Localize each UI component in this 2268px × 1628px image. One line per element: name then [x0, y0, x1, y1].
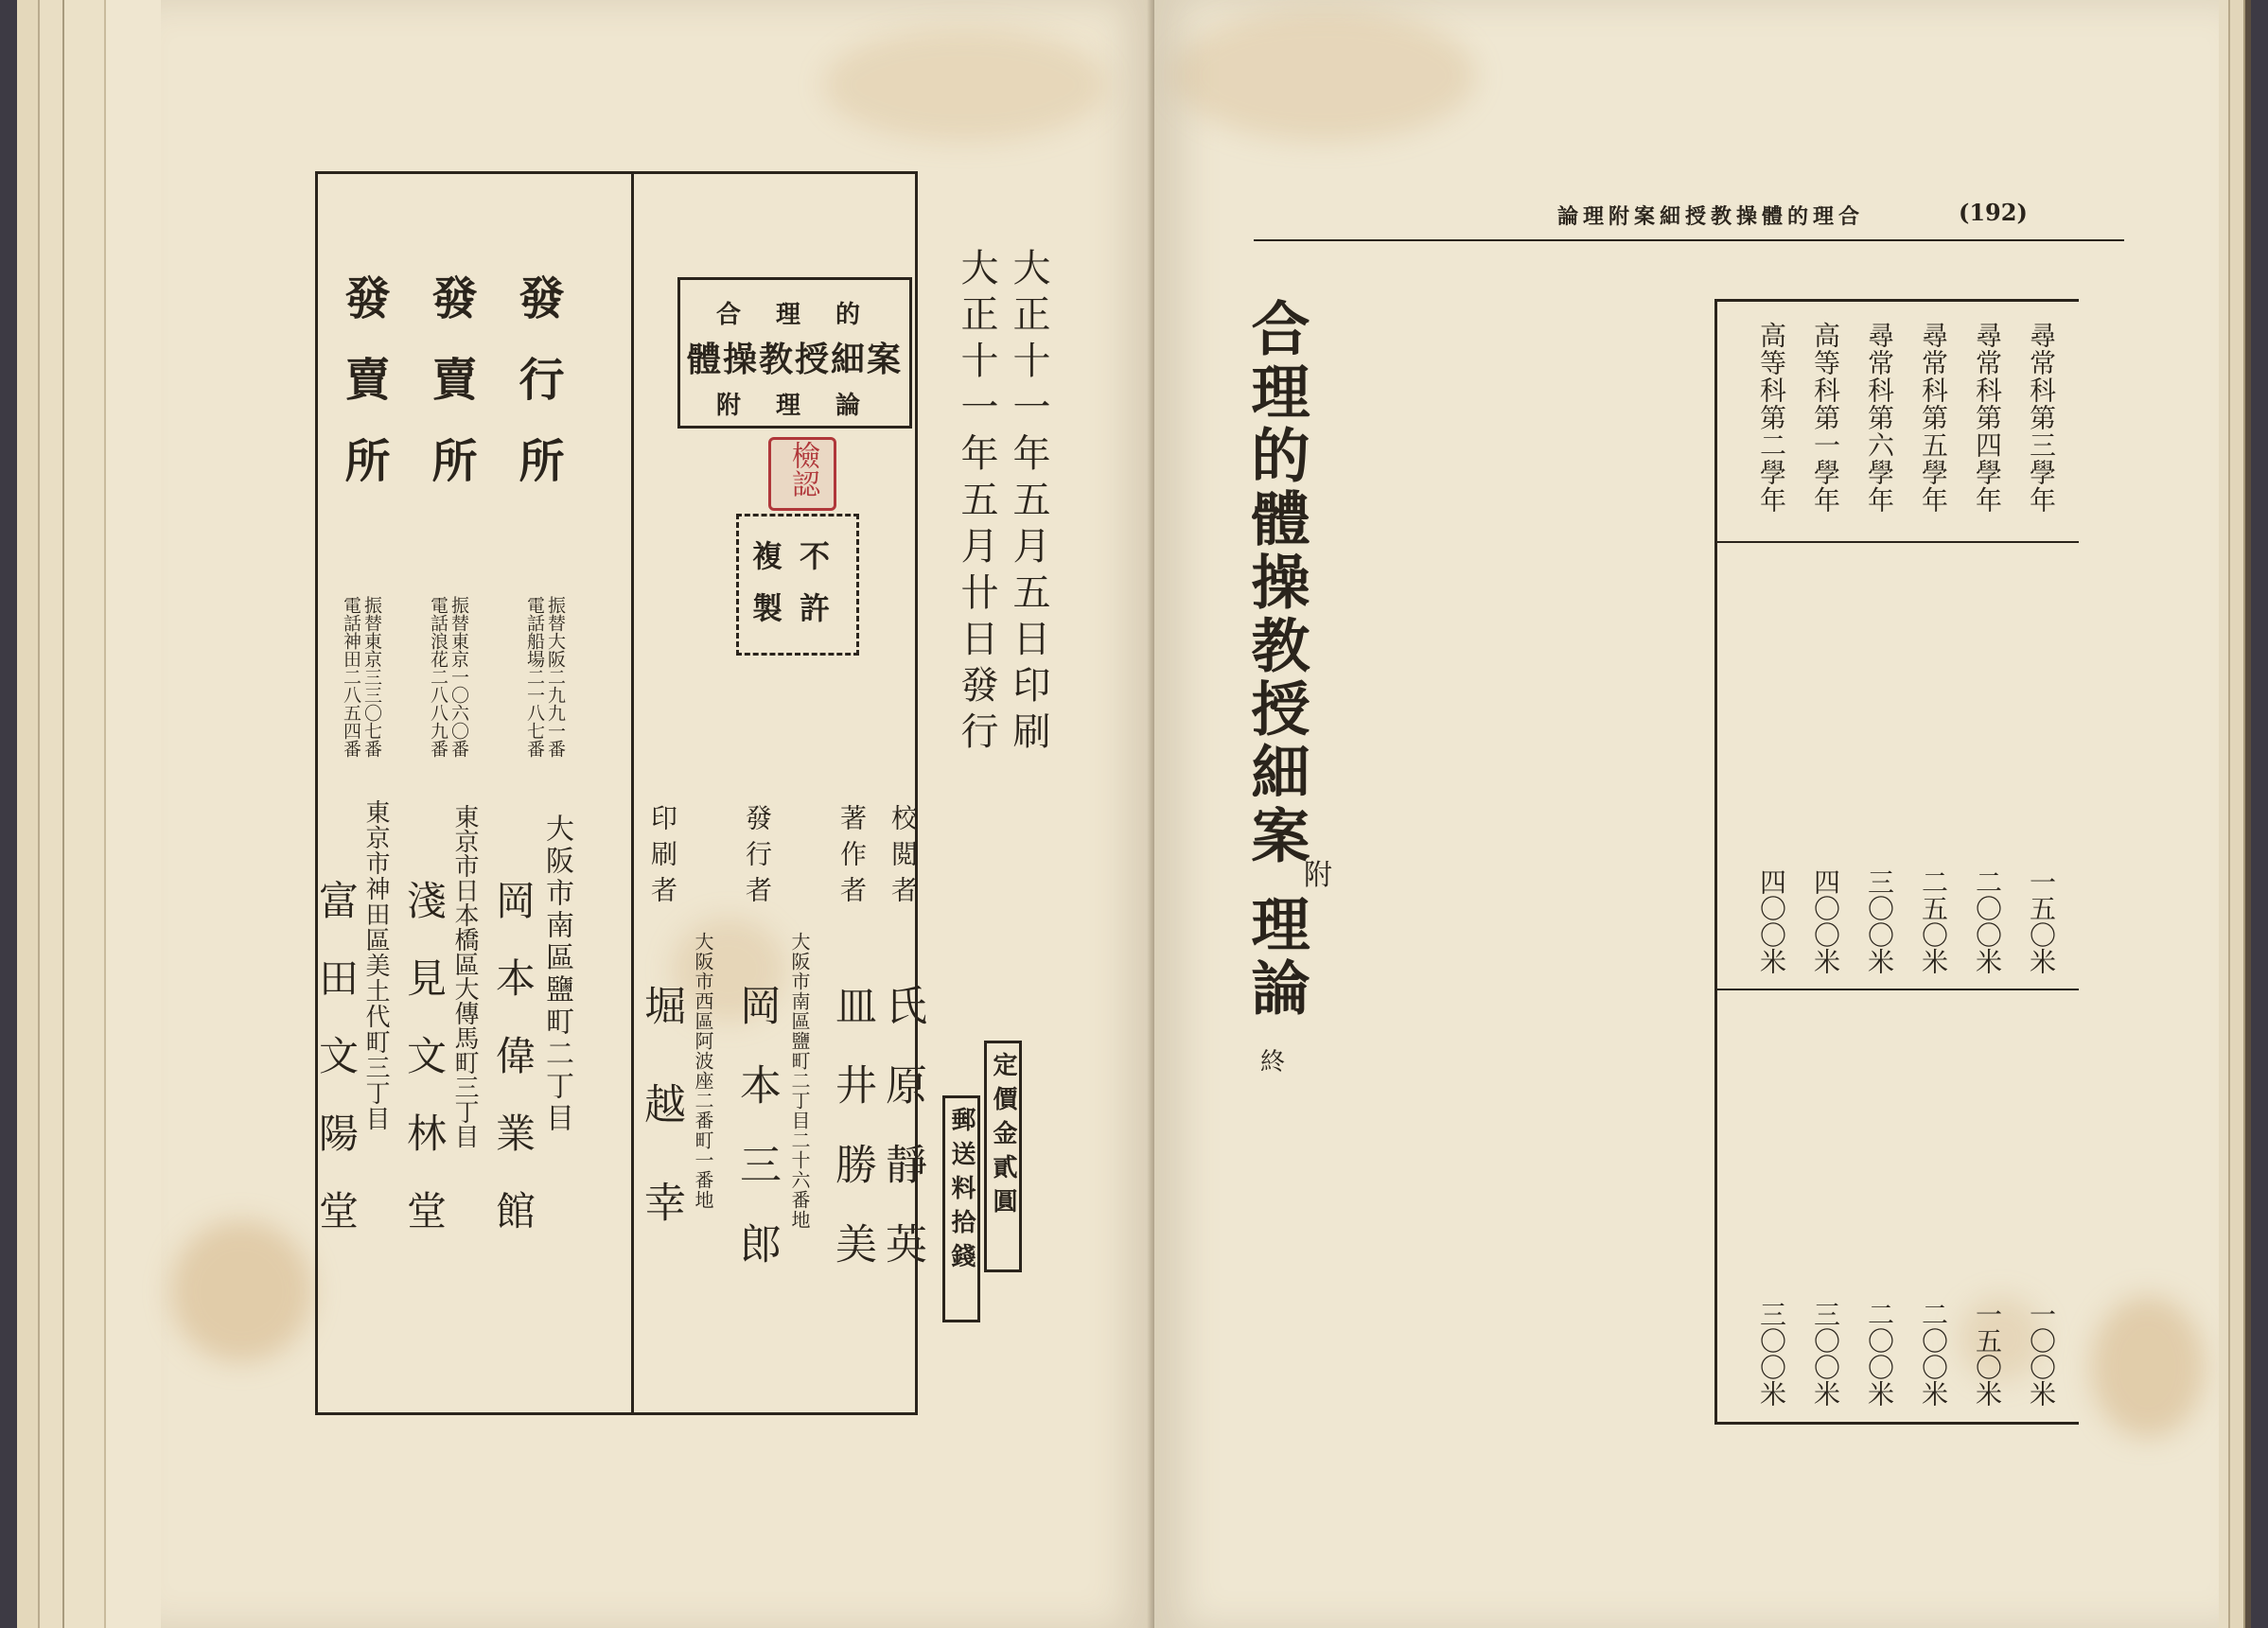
approval-seal-text: 檢認	[786, 441, 819, 498]
hatsubai-label-1: 發賣所	[424, 274, 477, 518]
title-box-line3: 附 理 論	[715, 392, 874, 420]
distance-value-2: 一〇〇米	[2026, 1301, 2057, 1407]
book-title: 合理的體操教授細案	[1241, 298, 1310, 868]
printer-role: 印刷者	[647, 804, 678, 912]
grade-label: 尋常科第三學年	[2026, 322, 2057, 514]
okamoto-account: 振替大阪二九九一番	[545, 596, 566, 758]
no-reproduction-bu: 不	[800, 538, 831, 574]
table-left-rule	[1714, 299, 1717, 1425]
asami-account: 振替東京一〇六〇番	[448, 596, 469, 758]
author-name: 皿井勝美	[828, 984, 876, 1302]
distance-value-2: 三〇〇米	[1756, 1301, 1787, 1407]
issue-date: 大正十一年五月卄日發行	[955, 248, 998, 758]
asami-address: 東京市日本橋區大傳馬町三丁目	[450, 804, 479, 1148]
table-mid-rule	[1714, 989, 2079, 990]
okamoto-phone: 電話船場二一八七番	[524, 596, 545, 758]
no-reproduction-kyo: 許	[800, 590, 831, 626]
distance-value-1: 四〇〇米	[1810, 868, 1841, 974]
publisher-role: 發行者	[742, 804, 773, 912]
theory-subtitle: 理論	[1241, 894, 1310, 1021]
table-bottom-rule	[1714, 1422, 2079, 1425]
hatsubai-label-2: 發賣所	[337, 274, 390, 518]
asami-name: 淺見文林堂	[401, 880, 448, 1268]
tomita-address: 東京市神田區美土代町三丁目	[361, 799, 390, 1131]
right-page	[1154, 0, 2219, 1628]
title-box-line1: 合 理 的	[715, 301, 874, 329]
distance-value-1: 三〇〇米	[1864, 868, 1895, 974]
distance-value-2: 三〇〇米	[1810, 1301, 1841, 1407]
okamoto-name: 岡本偉業館	[490, 880, 536, 1268]
printer-address: 大阪市西區阿波座二番町一番地	[692, 932, 714, 1210]
publisher-address: 大阪市南區鹽町二丁目二十六番地	[788, 932, 811, 1230]
distance-value-1: 一五〇米	[2026, 868, 2057, 974]
print-date: 大正十一年五月五日印刷	[1007, 248, 1050, 758]
page-edges-right	[2219, 0, 2268, 1628]
author-role: 著作者	[836, 804, 868, 912]
tomita-name: 富田文陽堂	[313, 880, 360, 1268]
price-text: 定價金貳圓	[989, 1052, 1017, 1222]
title-box-line2: 體操教授細案	[686, 340, 903, 379]
grade-label: 尋常科第六學年	[1864, 322, 1895, 514]
no-reproduction-fuku: 複	[752, 538, 783, 574]
asami-phone: 電話浪花二八八九番	[428, 596, 448, 758]
page-edges	[0, 0, 161, 1628]
no-reproduction-sei: 製	[752, 590, 783, 626]
postage-text: 郵送料拾錢	[947, 1107, 976, 1277]
header-rule	[1254, 239, 2124, 241]
page-number: (192)	[1959, 199, 2028, 226]
distance-value-2: 二〇〇米	[1864, 1301, 1895, 1407]
grade-label: 高等科第一學年	[1810, 322, 1841, 514]
end-mark: 終	[1260, 1048, 1286, 1077]
okamoto-address: 大阪市南區鹽町二丁目	[540, 814, 573, 1135]
distance-value-1: 四〇〇米	[1756, 868, 1787, 974]
fu-mark: 附	[1304, 859, 1332, 892]
distance-value-1: 二〇〇米	[1972, 868, 2003, 974]
table-top-rule	[1714, 299, 2079, 302]
printer-name: 堀越幸	[637, 984, 685, 1279]
tomita-phone: 電話神田二八五四番	[341, 596, 361, 758]
distance-value-1: 二五〇米	[1918, 868, 1949, 974]
colophon-divider	[631, 171, 634, 1415]
distance-value-2: 一五〇米	[1972, 1301, 2003, 1407]
reviser-name: 氏原靜英	[878, 984, 926, 1302]
hakko-label: 發行所	[511, 274, 564, 518]
table-header-rule	[1714, 541, 2079, 543]
grade-label: 高等科第二學年	[1756, 322, 1787, 514]
left-page	[161, 0, 1154, 1628]
distance-value-2: 二〇〇米	[1918, 1301, 1949, 1407]
tomita-account: 振替東京三三〇七番	[361, 596, 382, 758]
grade-label: 尋常科第四學年	[1972, 322, 2003, 514]
reviser-role: 校閲者	[888, 804, 919, 912]
publisher-person: 岡本三郎	[732, 984, 781, 1302]
running-head: 論理附案細授教操體的理合	[1556, 204, 1864, 229]
grade-label: 尋常科第五學年	[1918, 322, 1949, 514]
